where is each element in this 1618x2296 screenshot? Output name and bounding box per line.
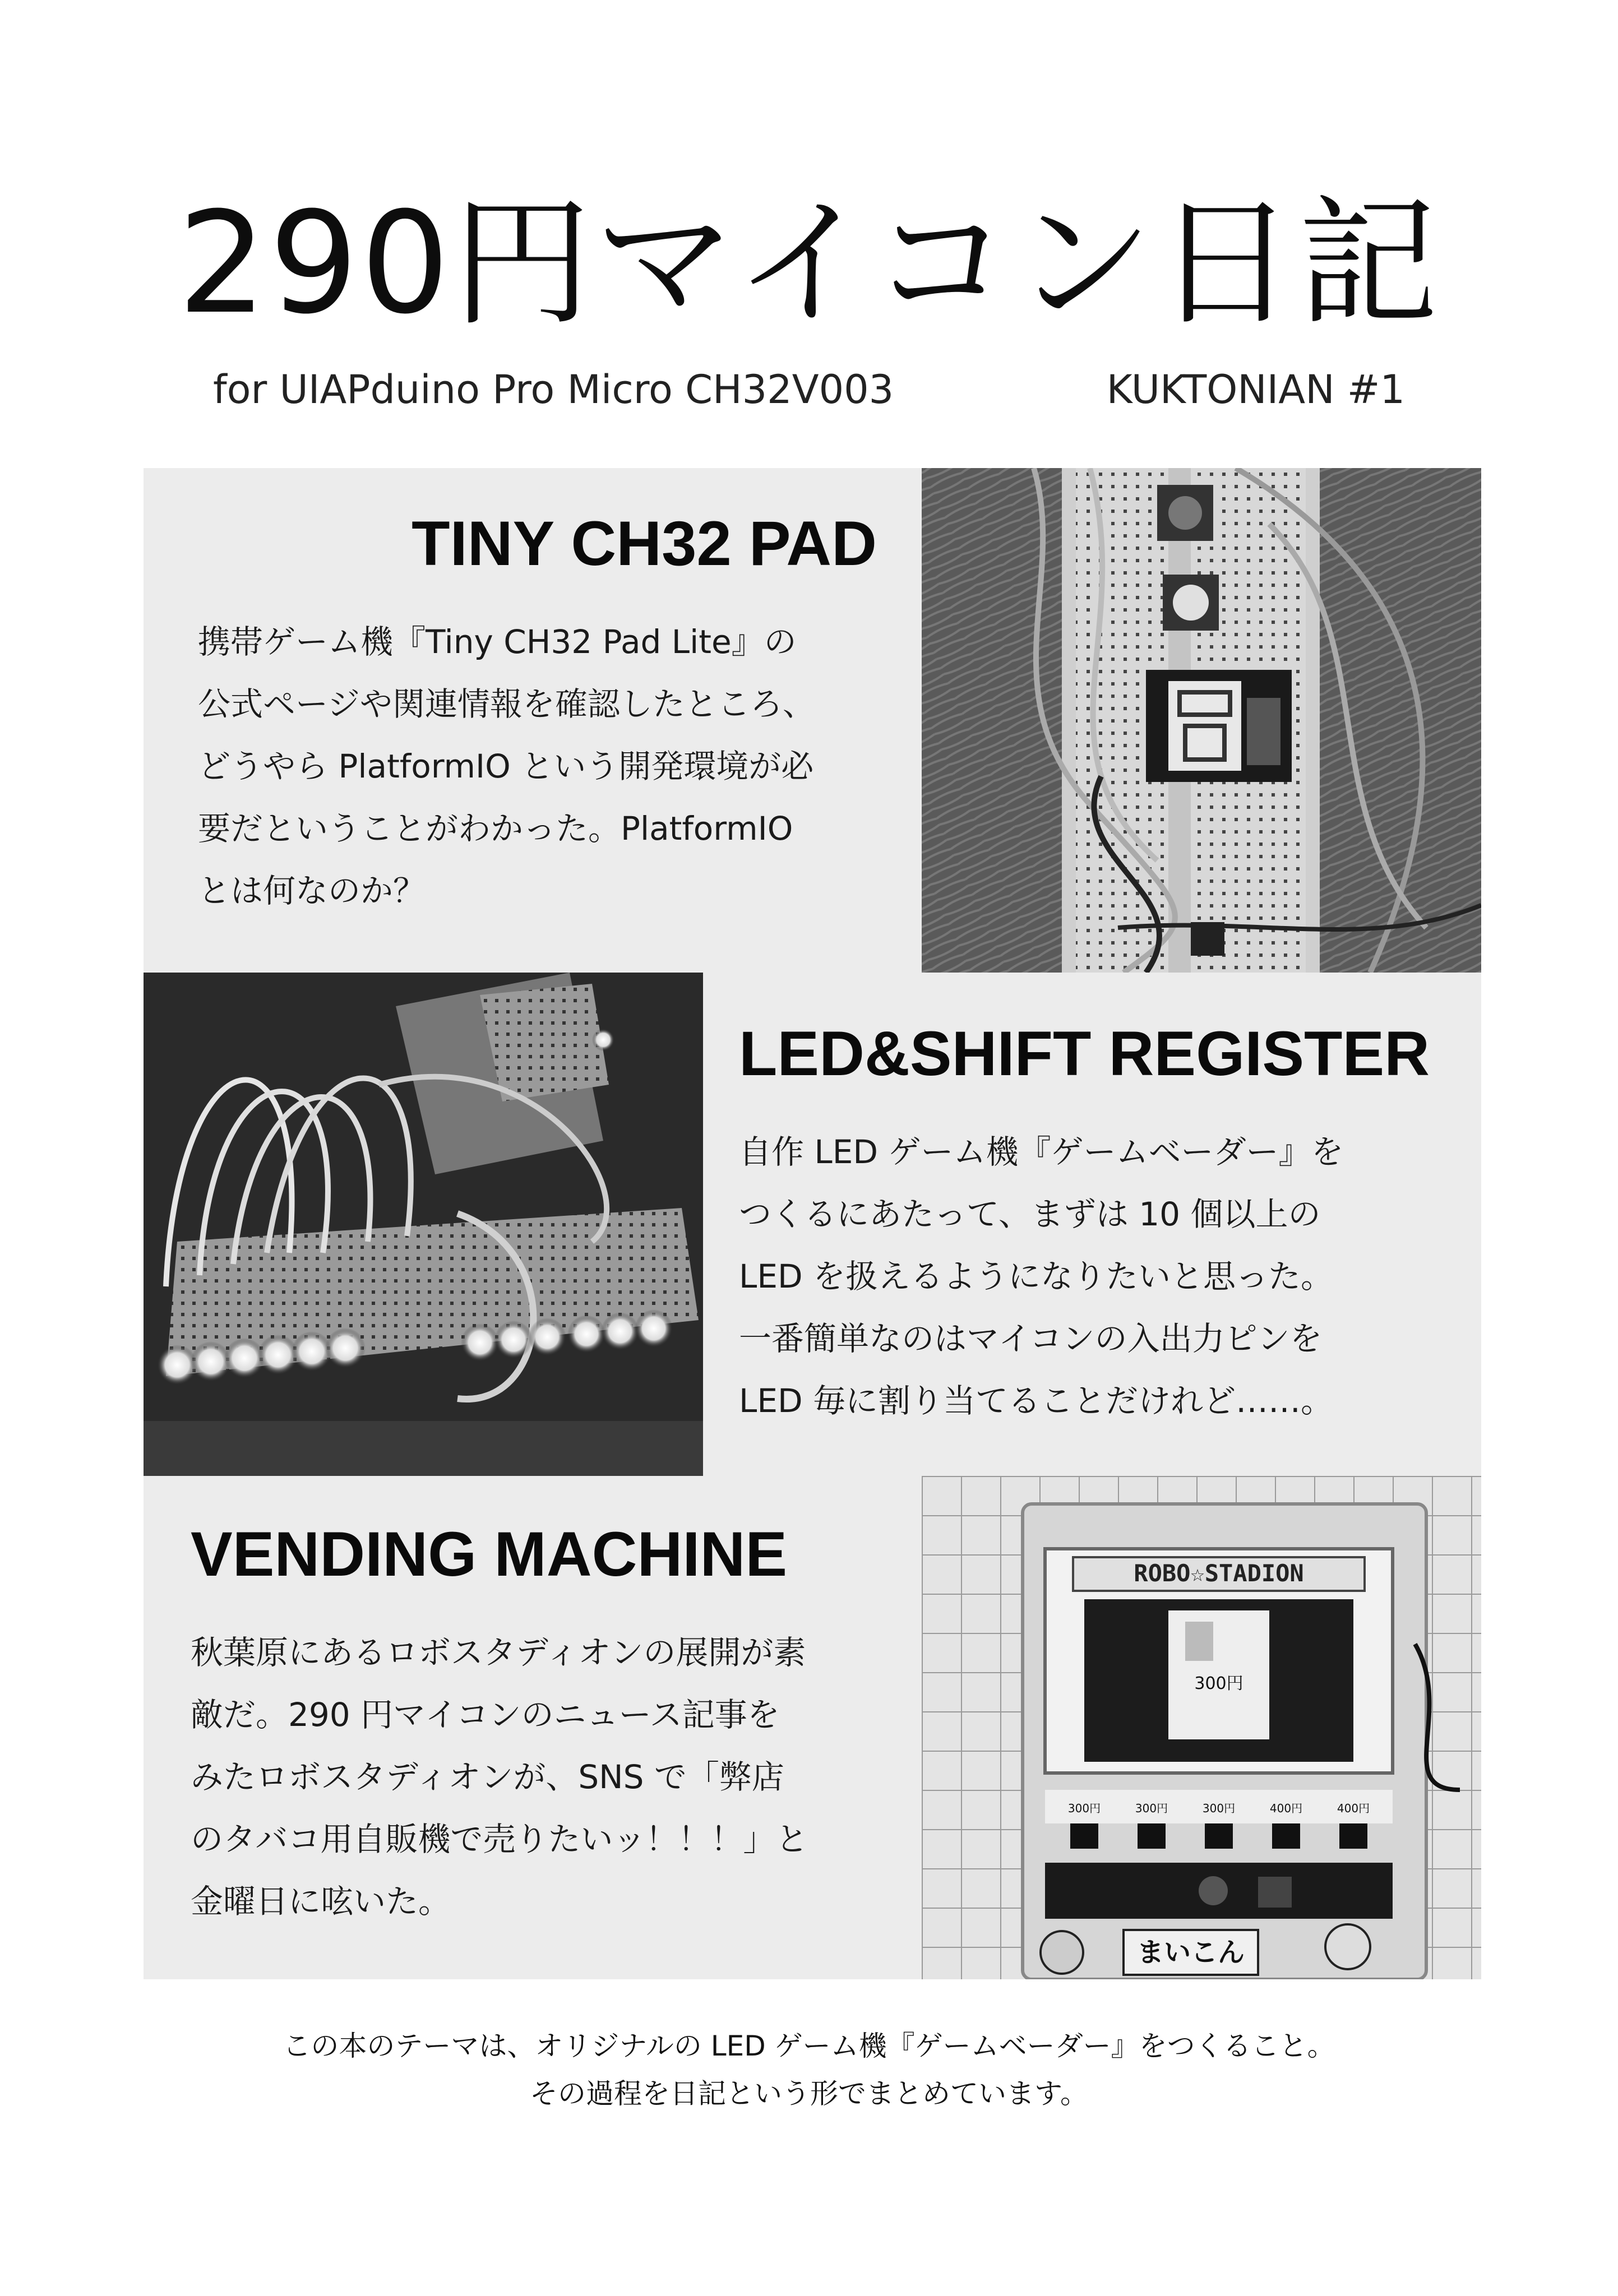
selection-price: 400円 xyxy=(1337,1802,1370,1815)
section-body xyxy=(739,1121,1344,1432)
selection-price: 300円 xyxy=(1135,1802,1168,1815)
body-line: とは何なのか？ xyxy=(198,872,426,910)
body-line: 敵だ。290 円マイコンのニュース記事を xyxy=(191,1696,780,1734)
section-heading: LED&SHIFT REGISTER xyxy=(739,1019,1430,1089)
footer-line-2: その過程を日記という形でまとめています。 xyxy=(530,2077,1088,2110)
section-tiny-ch32-pad xyxy=(144,468,922,973)
section-body xyxy=(191,1622,808,1933)
body-line: 要だということがわかった。PlatformIO xyxy=(198,809,793,848)
body-line: のタバコ用自販機で売りたいッ！！！」と xyxy=(191,1820,808,1858)
section-heading: TINY CH32 PAD xyxy=(412,508,877,578)
body-line: どうやら PlatformIO という開発環境が必 xyxy=(198,747,814,785)
page-title: 290円マイコン日記 xyxy=(177,182,1441,345)
robo-stadion-sign: ROBO☆STADION xyxy=(1134,1559,1304,1587)
breadboard-pad-photo xyxy=(922,468,1481,973)
section-vending-machine xyxy=(144,1476,922,1979)
price-label: 300円 xyxy=(1194,1674,1243,1693)
maikon-sticker: まいこん xyxy=(1136,1937,1245,1968)
selection-price: 300円 xyxy=(1202,1802,1236,1815)
body-line: LED 毎に割り当てることだけれど……。 xyxy=(739,1382,1334,1420)
body-line: みたロボスタディオンが、SNS で「弊店 xyxy=(191,1758,784,1796)
body-line: 一番簡単なのはマイコンの入出力ピンを xyxy=(739,1320,1323,1358)
footer-line-1: この本のテーマは、オリジナルの LED ゲーム機『ゲームベーダー』をつくること。 xyxy=(283,2030,1335,2062)
body-line: LED を扱えるようになりたいと思った。 xyxy=(739,1257,1334,1295)
selection-price: 400円 xyxy=(1269,1802,1303,1815)
body-line: 秋葉原にあるロボスタディオンの展開が素 xyxy=(191,1633,806,1672)
vending-machine-photo xyxy=(922,1476,1481,1979)
section-body xyxy=(198,611,815,922)
body-line: 携帯ゲーム機『Tiny CH32 Pad Lite』の xyxy=(198,623,797,661)
issue-number: KUKTONIAN #1 xyxy=(1106,367,1405,413)
section-led-shift-register xyxy=(703,973,1481,1476)
section-heading: VENDING MACHINE xyxy=(191,1519,788,1589)
led-breadboard-photo xyxy=(144,973,703,1476)
body-line: 公式ページや関連情報を確認したところ、 xyxy=(198,685,815,723)
selection-price: 300円 xyxy=(1067,1802,1101,1815)
body-line: 自作 LED ゲーム機『ゲームベーダー』を xyxy=(739,1133,1344,1171)
body-line: つくるにあたって、まずは 10 個以上の xyxy=(739,1195,1321,1233)
subtitle: for UIAPduino Pro Micro CH32V003 xyxy=(213,367,894,413)
body-line: 金曜日に呟いた。 xyxy=(191,1882,451,1920)
